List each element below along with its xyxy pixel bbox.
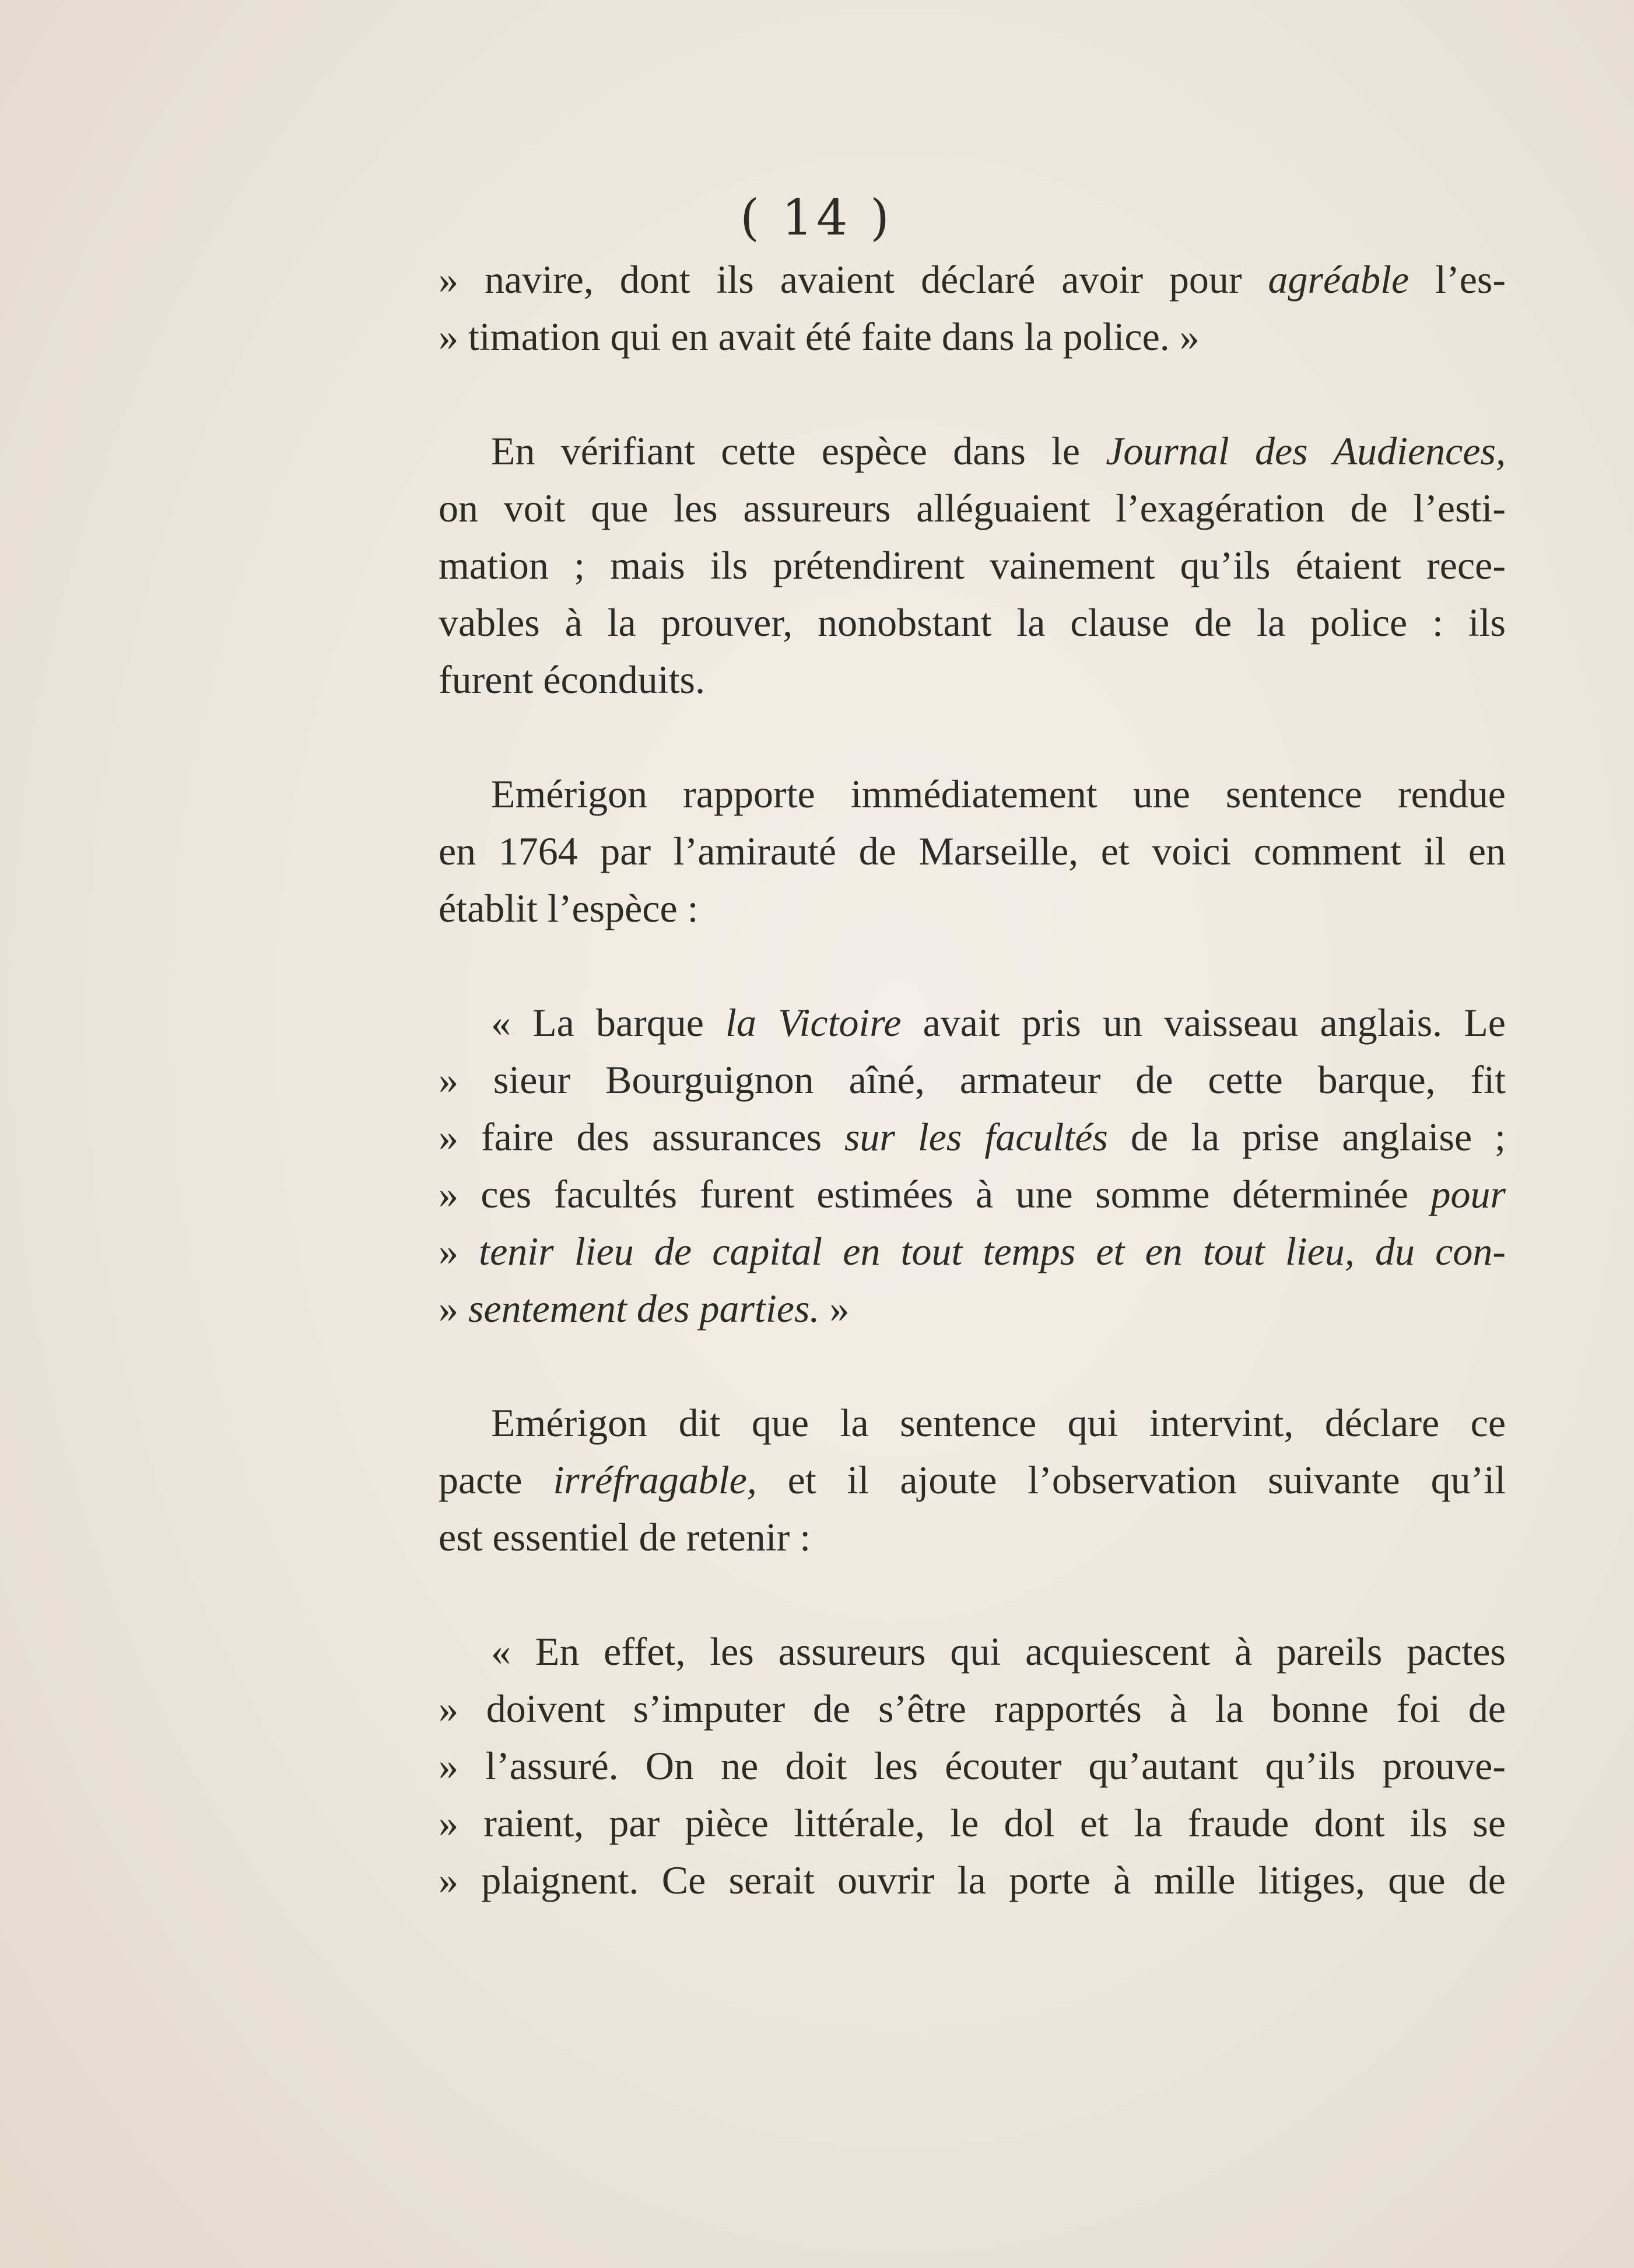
text-line xyxy=(439,1794,1506,1852)
text-run: Emérigon dit que la sentence qui intervint, déclare ce xyxy=(491,1401,1506,1445)
text-line xyxy=(439,822,1506,880)
body-text xyxy=(439,251,1506,1909)
text-line xyxy=(439,1852,1506,1909)
text-run: et il ajoute l’observation suivante qu’il xyxy=(756,1458,1506,1502)
text-line xyxy=(439,1223,1506,1280)
text-line xyxy=(439,651,1506,708)
text-line xyxy=(439,422,1506,480)
text-line xyxy=(439,251,1506,308)
paragraph-gap xyxy=(439,937,1506,994)
text-run: on voit que les assureurs alléguaient l’exagération de l’esti- xyxy=(439,486,1506,530)
text-run: » ces facultés furent estimées à une somme déterminée xyxy=(439,1172,1431,1216)
text-line xyxy=(439,1623,1506,1680)
italic-text: sur les facultés xyxy=(844,1115,1108,1159)
paragraph-gap xyxy=(439,1337,1506,1394)
text-run: » navire, dont ils avaient déclaré avoir pour xyxy=(439,257,1268,302)
paragraph-gap xyxy=(439,708,1506,765)
text-run: établit l’espèce : xyxy=(439,886,699,930)
text-run: » raient, par pièce littérale, le dol et la fraude dont ils se xyxy=(439,1801,1506,1845)
text-run: Emérigon rapporte immédiatement une sentence rendue xyxy=(491,772,1506,816)
text-run: furent éconduits. xyxy=(439,657,705,702)
paragraph-gap xyxy=(439,1566,1506,1623)
text-run: En vérifiant cette espèce dans le xyxy=(491,429,1106,473)
text-run: mation ; mais ils prétendirent vainement qu’ils étaient rece- xyxy=(439,543,1506,587)
italic-text: la Victoire xyxy=(725,1000,902,1045)
text-run: » xyxy=(819,1286,850,1331)
text-run: » sieur Bourguignon aîné, armateur de cette barque, fit xyxy=(439,1058,1506,1102)
paragraph-gap xyxy=(439,365,1506,422)
italic-text: agréable xyxy=(1268,257,1409,302)
text-line xyxy=(439,1280,1506,1337)
text-line xyxy=(439,480,1506,537)
text-line xyxy=(439,1108,1506,1166)
text-run: » xyxy=(439,1286,468,1331)
text-run: en 1764 par l’amirauté de Marseille, et voici comment il en xyxy=(439,829,1506,873)
text-line xyxy=(439,1508,1506,1566)
text-run: » l’assuré. On ne doit les écouter qu’autant qu’ils prouve- xyxy=(439,1744,1506,1788)
text-line xyxy=(439,1051,1506,1108)
text-run: » faire des assurances xyxy=(439,1115,844,1159)
paragraph xyxy=(439,994,1506,1337)
text-run: est essentiel de retenir : xyxy=(439,1515,811,1559)
italic-text: tenir lieu de capital en tout temps et en tout lieu, du con- xyxy=(479,1229,1506,1273)
page-number: ( 14 ) xyxy=(740,189,893,246)
text-run: » plaignent. Ce serait ouvrir la porte à mille litiges, que de xyxy=(439,1858,1506,1902)
text-line xyxy=(439,1166,1506,1223)
text-run: l’es- xyxy=(1409,257,1506,302)
text-line xyxy=(439,1680,1506,1737)
paragraph xyxy=(439,251,1506,365)
text-line xyxy=(439,594,1506,651)
text-run: de la prise anglaise ; xyxy=(1107,1115,1506,1159)
text-line xyxy=(439,308,1506,365)
italic-text: pour xyxy=(1430,1172,1506,1216)
paragraph xyxy=(439,765,1506,937)
text-run: pacte xyxy=(439,1458,553,1502)
text-run: vables à la prouver, nonobstant la clause de la police : ils xyxy=(439,600,1506,645)
text-line xyxy=(439,994,1506,1051)
text-line xyxy=(439,880,1506,937)
paragraph xyxy=(439,422,1506,708)
paragraph xyxy=(439,1623,1506,1909)
text-run: « La barque xyxy=(491,1000,726,1045)
text-line xyxy=(439,1451,1506,1508)
text-run: » timation qui en avait été faite dans la police. » xyxy=(439,314,1200,359)
text-line xyxy=(439,765,1506,822)
italic-text: irréfragable, xyxy=(553,1458,757,1502)
italic-text: Journal des Audiences, xyxy=(1106,429,1506,473)
text-line xyxy=(439,537,1506,594)
text-run: » xyxy=(439,1229,479,1273)
text-run: « En effet, les assureurs qui acquiescent à pareils pactes xyxy=(491,1629,1506,1674)
text-line xyxy=(439,1737,1506,1794)
italic-text: sentement des parties. xyxy=(468,1286,820,1331)
text-line xyxy=(439,1394,1506,1451)
paragraph xyxy=(439,1394,1506,1566)
text-run: » doivent s’imputer de s’être rapportés à la bonne foi de xyxy=(439,1686,1506,1731)
text-run: avait pris un vaisseau anglais. Le xyxy=(901,1000,1506,1045)
